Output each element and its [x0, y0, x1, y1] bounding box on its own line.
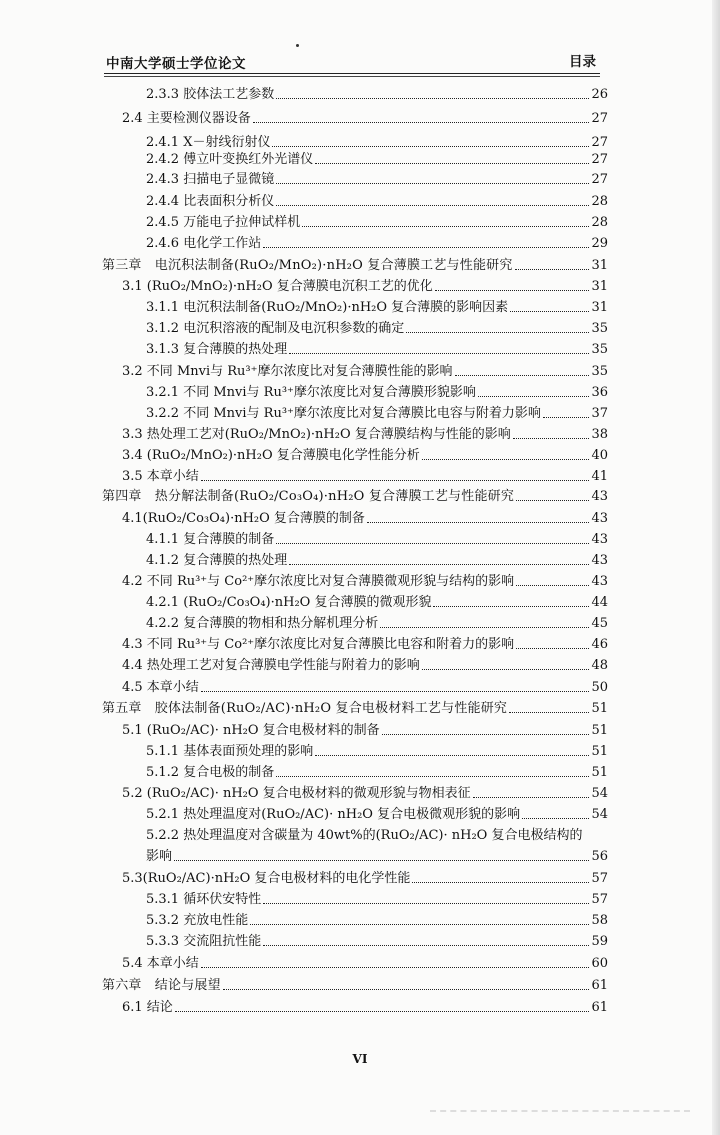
toc-dot-leader: [276, 182, 589, 184]
toc-entry[interactable]: [146, 549, 608, 569]
toc-entry[interactable]: [146, 761, 608, 781]
toc-dot-leader: [367, 521, 590, 523]
toc-page-number: 44: [591, 595, 608, 610]
toc-entry-title: 4.4 热处理工艺对复合薄膜电学性能与附着力的影响: [122, 658, 420, 673]
thesis-title-header: 中南大学硕士学位论文: [106, 56, 246, 72]
toc-page-number: 35: [591, 364, 608, 379]
toc-page-number: 38: [591, 427, 608, 442]
toc-entry[interactable]: [146, 402, 608, 422]
toc-entry-title: 4.2.2 复合薄膜的物相和热分解机理分析: [146, 616, 379, 631]
toc-entry[interactable]: [146, 148, 608, 168]
toc-entry[interactable]: [122, 360, 608, 380]
toc-dot-leader: [478, 395, 590, 397]
toc-entry[interactable]: [146, 338, 608, 358]
toc-entry-title: 3.3 热处理工艺对(RuO₂/MnO₂)·nH₂O 复合薄膜结构与性能的影响: [122, 427, 511, 442]
toc-page-number: 35: [591, 342, 608, 357]
toc-dot-leader: [263, 246, 589, 248]
toc-entry[interactable]: [146, 528, 608, 548]
toc-page-number: 27: [591, 172, 608, 187]
toc-dot-leader: [509, 711, 589, 713]
toc-page-number: 43: [591, 553, 608, 568]
toc-entry[interactable]: [146, 909, 608, 929]
toc-page-number: 57: [591, 871, 608, 886]
toc-entry-title: 4.3 不同 Ru³⁺与 Co²⁺摩尔浓度比对复合薄膜比电容和附着力的影响: [122, 637, 515, 652]
page-number: VI: [352, 1052, 368, 1066]
toc-page-number: 31: [591, 258, 608, 273]
toc-chapter-entry[interactable]: [102, 254, 608, 274]
toc-entry-title: 5.2.1 热处理温度对(RuO₂/AC)· nH₂O 复合电极微观形貌的影响: [146, 807, 521, 822]
toc-entry-title: 4.1.2 复合薄膜的热处理: [146, 553, 288, 568]
toc-entry-title: 6.1 结论: [122, 1000, 173, 1015]
toc-dot-leader: [522, 817, 589, 819]
toc-page-number: 51: [591, 723, 608, 738]
toc-entry[interactable]: [122, 423, 608, 443]
toc-page-number: 27: [591, 152, 608, 167]
toc-dot-leader: [433, 605, 589, 607]
toc-entry-title: 4.2.1 (RuO₂/Co₃O₄)·nH₂O 复合薄膜的微观形貌: [146, 595, 432, 610]
toc-entry[interactable]: [146, 824, 582, 844]
toc-dot-leader: [276, 204, 589, 206]
toc-entry[interactable]: [122, 633, 608, 653]
toc-dot-leader: [315, 754, 589, 756]
toc-entry-title: 3.1.3 复合薄膜的热处理: [146, 342, 288, 357]
toc-page-number: 61: [591, 1000, 608, 1015]
toc-entry[interactable]: [146, 888, 608, 908]
toc-page-number: 31: [591, 279, 608, 294]
toc-dot-leader: [302, 225, 589, 227]
toc-entry-title: 3.1.2 电沉积溶液的配制及电沉积参数的确定: [146, 321, 405, 336]
toc-dot-leader: [412, 881, 589, 883]
toc-dot-leader: [250, 923, 589, 925]
toc-entry-title: 4.2 不同 Ru³⁺与 Co²⁺摩尔浓度比对复合薄膜微观形貌与结构的影响: [122, 574, 515, 589]
toc-dot-leader: [263, 902, 589, 904]
toc-entry-title: 5.4 本章小结: [122, 956, 199, 971]
toc-entry[interactable]: [122, 465, 608, 485]
toc-dot-leader: [455, 374, 590, 376]
toc-entry-title: 5.3(RuO₂/AC)·nH₂O 复合电极材料的电化学性能: [122, 871, 411, 886]
toc-page-number: 36: [591, 385, 608, 400]
toc-entry[interactable]: [146, 591, 608, 611]
toc-entry[interactable]: [146, 296, 608, 316]
toc-page-number: 43: [591, 511, 608, 526]
toc-entry[interactable]: [146, 803, 608, 823]
toc-dot-leader: [263, 944, 589, 946]
toc-entry-title: 2.3.3 胶体法工艺参数: [146, 87, 275, 102]
toc-entry[interactable]: [122, 654, 608, 674]
toc-entry[interactable]: [122, 996, 608, 1016]
toc-entry-title: 第六章 结论与展望: [102, 978, 221, 993]
toc-dot-leader: [422, 458, 590, 460]
toc-entry-title: 2.4.4 比表面积分析仪: [146, 194, 275, 209]
toc-page-number: 58: [591, 913, 608, 928]
toc-page-number: 56: [591, 849, 608, 864]
toc-dot-leader: [380, 626, 589, 628]
toc-entry-title: 4.1.1 复合薄膜的制备: [146, 532, 275, 547]
toc-dot-leader: [516, 584, 589, 586]
toc-entry-title: 5.1.2 复合电极的制备: [146, 765, 275, 780]
toc-entry-title: 2.4.6 电化学工作站: [146, 236, 262, 251]
toc-dot-leader: [543, 416, 590, 418]
toc-dot-leader: [276, 542, 589, 544]
toc-entry-title: 第五章 胶体法制备(RuO₂/AC)·nH₂O 复合电极材料工艺与性能研究: [102, 701, 508, 716]
toc-dot-leader: [382, 733, 590, 735]
toc-entry[interactable]: [146, 845, 608, 865]
toc-dot-leader: [201, 966, 590, 968]
toc-entry[interactable]: [146, 317, 608, 337]
toc-entry-title: 2.4.1 X－射线衍射仪: [146, 135, 271, 150]
toc-page-number: 54: [591, 786, 608, 801]
toc-page-number: 28: [591, 194, 608, 209]
toc-entry-title: 2.4.5 万能电子拉伸试样机: [146, 215, 301, 230]
toc-entry[interactable]: [146, 211, 608, 231]
toc-entry-title: 3.4 (RuO₂/MnO₂)·nH₂O 复合薄膜电化学性能分析: [122, 448, 420, 463]
toc-chapter-entry[interactable]: [102, 697, 608, 717]
toc-dot-leader: [276, 775, 589, 777]
toc-page-number: 51: [591, 744, 608, 759]
toc-entry-title: 3.1 (RuO₂/MnO₂)·nH₂O 复合薄膜电沉积工艺的优化: [122, 279, 433, 294]
scan-edge-shadow: [712, 0, 720, 1135]
toc-entry-title: 2.4 主要检测仪器设备: [122, 111, 251, 126]
toc-dot-leader: [435, 289, 590, 291]
toc-entry[interactable]: [122, 507, 608, 527]
toc-entry[interactable]: [122, 444, 608, 464]
toc-dot-leader: [510, 310, 589, 312]
toc-entry-title: 5.2 (RuO₂/AC)· nH₂O 复合电极材料的微观形貌与物相表征: [122, 786, 471, 801]
toc-entry-title: 5.1 (RuO₂/AC)· nH₂O 复合电极材料的制备: [122, 723, 380, 738]
toc-page-number: 61: [591, 978, 608, 993]
toc-page-number: 59: [591, 934, 608, 949]
toc-entry[interactable]: [122, 719, 608, 739]
toc-dot-leader: [289, 563, 589, 565]
toc-page-number: 57: [591, 892, 608, 907]
toc-entry[interactable]: [146, 232, 608, 252]
toc-dot-leader: [315, 162, 589, 164]
toc-entry-title: 3.2.2 不同 Mnⅵ与 Ru³⁺摩尔浓度比对复合薄膜比电容与附着力影响: [146, 406, 541, 421]
toc-entry[interactable]: [122, 676, 608, 696]
toc-page-number: 28: [591, 215, 608, 230]
toc-entry-title: 4.5 本章小结: [122, 680, 199, 695]
toc-entry-title: 5.3.3 交流阻抗性能: [146, 934, 262, 949]
toc-entry-title: 5.1.1 基体表面预处理的影响: [146, 744, 314, 759]
toc-dot-leader: [201, 479, 590, 481]
toc-entry-title: 第四章 热分解法制备(RuO₂/Co₃O₄)·nH₂O 复合薄膜工艺与性能研究: [102, 489, 515, 504]
toc-page-number: 43: [591, 574, 608, 589]
toc-page-number: 37: [591, 406, 608, 421]
toc-page-number: 54: [591, 807, 608, 822]
toc-page-number: 46: [591, 637, 608, 652]
toc-entry-title: 3.1.1 电沉积法制备(RuO₂/MnO₂)·nH₂O 复合薄膜的影响因素: [146, 300, 509, 315]
toc-page-number: 45: [591, 616, 608, 631]
toc-entry[interactable]: [122, 952, 608, 972]
toc-page-number: 43: [591, 532, 608, 547]
toc-dot-leader: [201, 690, 590, 692]
toc-page-number: 48: [591, 658, 608, 673]
toc-entry[interactable]: [122, 275, 608, 295]
toc-chapter-entry[interactable]: [102, 485, 608, 505]
toc-entry-title: 2.4.2 傅立叶变换红外光谱仪: [146, 152, 314, 167]
toc-page-number: 43: [591, 489, 608, 504]
toc-entry-title: 影响: [146, 849, 173, 864]
toc-page-number: 27: [591, 111, 608, 126]
toc-dot-leader: [473, 796, 590, 798]
toc-entry-title: 5.2.2 热处理温度对含碳量为 40wt%的(RuO₂/AC)· nH₂O 复合电极结构的: [146, 828, 583, 843]
toc-entry[interactable]: [122, 782, 608, 802]
toc-page-number: 26: [591, 87, 608, 102]
toc-page-number: 31: [591, 300, 608, 315]
toc-page-number: 60: [591, 956, 608, 971]
toc-entry-title: 第三章 电沉积法制备(RuO₂/MnO₂)·nH₂O 复合薄膜工艺与性能研究: [102, 258, 513, 273]
toc-dot-leader: [289, 352, 589, 354]
toc-entry-title: 5.3.1 循环伏安特性: [146, 892, 262, 907]
toc-entry-title: 2.4.3 扫描电子显微镜: [146, 172, 275, 187]
toc-entry[interactable]: [146, 168, 608, 188]
toc-entry[interactable]: [146, 740, 608, 760]
toc-page-number: 27: [591, 135, 608, 150]
toc-entry[interactable]: [146, 612, 608, 632]
toc-dot-leader: [516, 499, 589, 501]
toc-entry[interactable]: [122, 867, 608, 887]
toc-chapter-entry[interactable]: [102, 974, 608, 994]
toc-entry[interactable]: [122, 570, 608, 590]
toc-page-number: 50: [591, 680, 608, 695]
toc-entry-title: 3.2 不同 Mnⅵ与 Ru³⁺摩尔浓度比对复合薄膜性能的影响: [122, 364, 453, 379]
toc-dot-leader: [174, 859, 589, 861]
toc-dot-leader: [253, 121, 590, 123]
toc-dot-leader: [422, 668, 590, 670]
toc-entry[interactable]: [122, 107, 608, 127]
toc-dot-leader: [175, 1010, 590, 1012]
toc-entry-title: 4.1(RuO₂/Co₃O₄)·nH₂O 复合薄膜的制备: [122, 511, 365, 526]
section-label-header: 目录: [569, 54, 596, 70]
toc-entry[interactable]: [146, 83, 608, 103]
toc-dot-leader: [272, 145, 589, 147]
toc-dot-leader: [276, 97, 589, 99]
toc-page-number: 51: [591, 765, 608, 780]
toc-dot-leader: [223, 988, 590, 990]
toc-entry-title: 3.5 本章小结: [122, 469, 199, 484]
toc-entry[interactable]: [146, 930, 608, 950]
toc-page-number: 29: [591, 236, 608, 251]
toc-page-number: 35: [591, 321, 608, 336]
toc-dot-leader: [516, 647, 589, 649]
toc-entry[interactable]: [146, 381, 608, 401]
toc-page-number: 51: [591, 701, 608, 716]
toc-dot-leader: [406, 331, 589, 333]
toc-page-number: 41: [591, 469, 608, 484]
toc-page-number: 40: [591, 448, 608, 463]
toc-dot-leader: [515, 268, 590, 270]
toc-dot-leader: [513, 437, 590, 439]
toc-entry[interactable]: [146, 190, 608, 210]
toc-entry-title: 5.3.2 充放电性能: [146, 913, 249, 928]
scan-artifact: [430, 1110, 690, 1114]
toc-entry-title: 3.2.1 不同 Mnⅵ与 Ru³⁺摩尔浓度比对复合薄膜形貌影响: [146, 385, 476, 400]
